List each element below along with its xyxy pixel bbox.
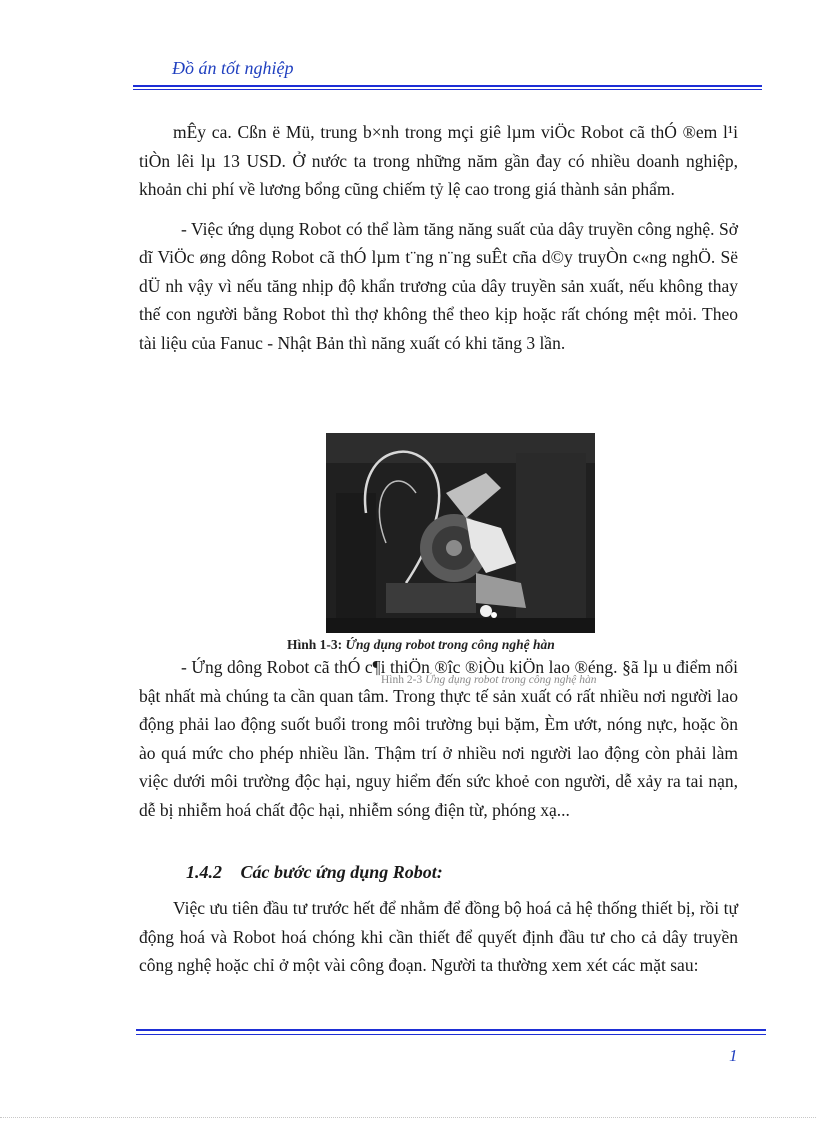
ghost-caption-label: Hình 2-3 [381,674,423,686]
figure-caption-text: Ứng dụng robot trong công nghệ hàn [345,637,555,652]
footer-rule-bottom [136,1034,766,1035]
section-number: 1.4.2 [186,862,222,882]
header-rule-top [133,85,762,87]
figure-caption-label: Hình 1-3: [287,637,343,652]
page-bottom-border [0,1117,816,1118]
section-heading [186,862,443,883]
footer-rule-top [136,1029,766,1031]
welding-robot-image [326,433,595,633]
body-text-middle [139,653,738,824]
paragraph-cost: mÊy ca. Cßn ë Mü, trung b×nh trong mçi giê lµm viÖc Robot cã thÓ ®em l¹i tiÒn lêi lµ 13 USD. Ở nước ta trong những năm gần đay có nhiều doanh nghiệp, khoản chi phí về lương bổng cũng chiếm tỷ lệ cao trong giá thành sản phẩm. [139,122,738,199]
header-title: Đồ án tốt nghiệp [172,58,294,78]
paragraph-working-conditions: - Ứng dông Robot cã thÓ c¶i thiÖn ®îc ®iÒu kiÖn lao ®éng. §ã lµ u điểm nổi bật nhất mà chúng ta cần quan tâm. Trong thực tế sản xuất có rất nhiều nơi người lao động phải lao động suốt buổi trong môi trường bụi bặm, Èm ướt, nóng nực, hoặc ồn ào quá mức cho phép nhiều lần. Thậm trí ở nhiều nơi người lao động còn phải làm việc dưới môi trường độc hại, nguy hiểm đến sức khoẻ con người, dễ xảy ra tai nạn, dễ bị nhiễm hoá chất độc hại, nhiễm sóng điện từ, phóng xạ... [139,657,738,820]
paragraph-investment: Việc ưu tiên đầu tư trước hết để nhằm để đồng bộ hoá cả hệ thống thiết bị, rồi tự động hoá và Robot hoá chóng khi cần thiết để quyết định đầu tư cho cả dây truyền công nghệ hoặc chỉ ở một vài công đoạn. Người ta thường xem xét các mặt sau: [139,898,738,975]
section-title: Các bước ứng dụng Robot: [240,862,443,882]
figure-caption [287,637,555,653]
header-rule-bottom [133,89,762,90]
ghost-caption-text: Ứng dụng robot trong công nghệ hàn [425,674,597,686]
body-text-top [139,118,738,357]
welding-robot-photo [326,433,595,633]
page-number: 1 [729,1046,738,1065]
paragraph-productivity: - Việc ứng dụng Robot có thể làm tăng năng suất của dây truyền công nghệ. Sở dĩ ViÖc øng dông Robot cã thÓ lµm t¨ng n¨ng suÊt cña d©y truyÒn c«ng nghÖ. Së dÜ nh vậy vì nếu tăng nhịp độ khẩn trương của dây truyền sản xuất, nếu không thay thế con người bằng Robot thì thợ không thể theo kịp hoặc rất chóng mệt mỏi. Theo tài liệu của Fanuc - Nhật Bản thì năng xuất có khi tăng 3 lần. [139,218,738,353]
body-text-bottom [139,894,738,980]
